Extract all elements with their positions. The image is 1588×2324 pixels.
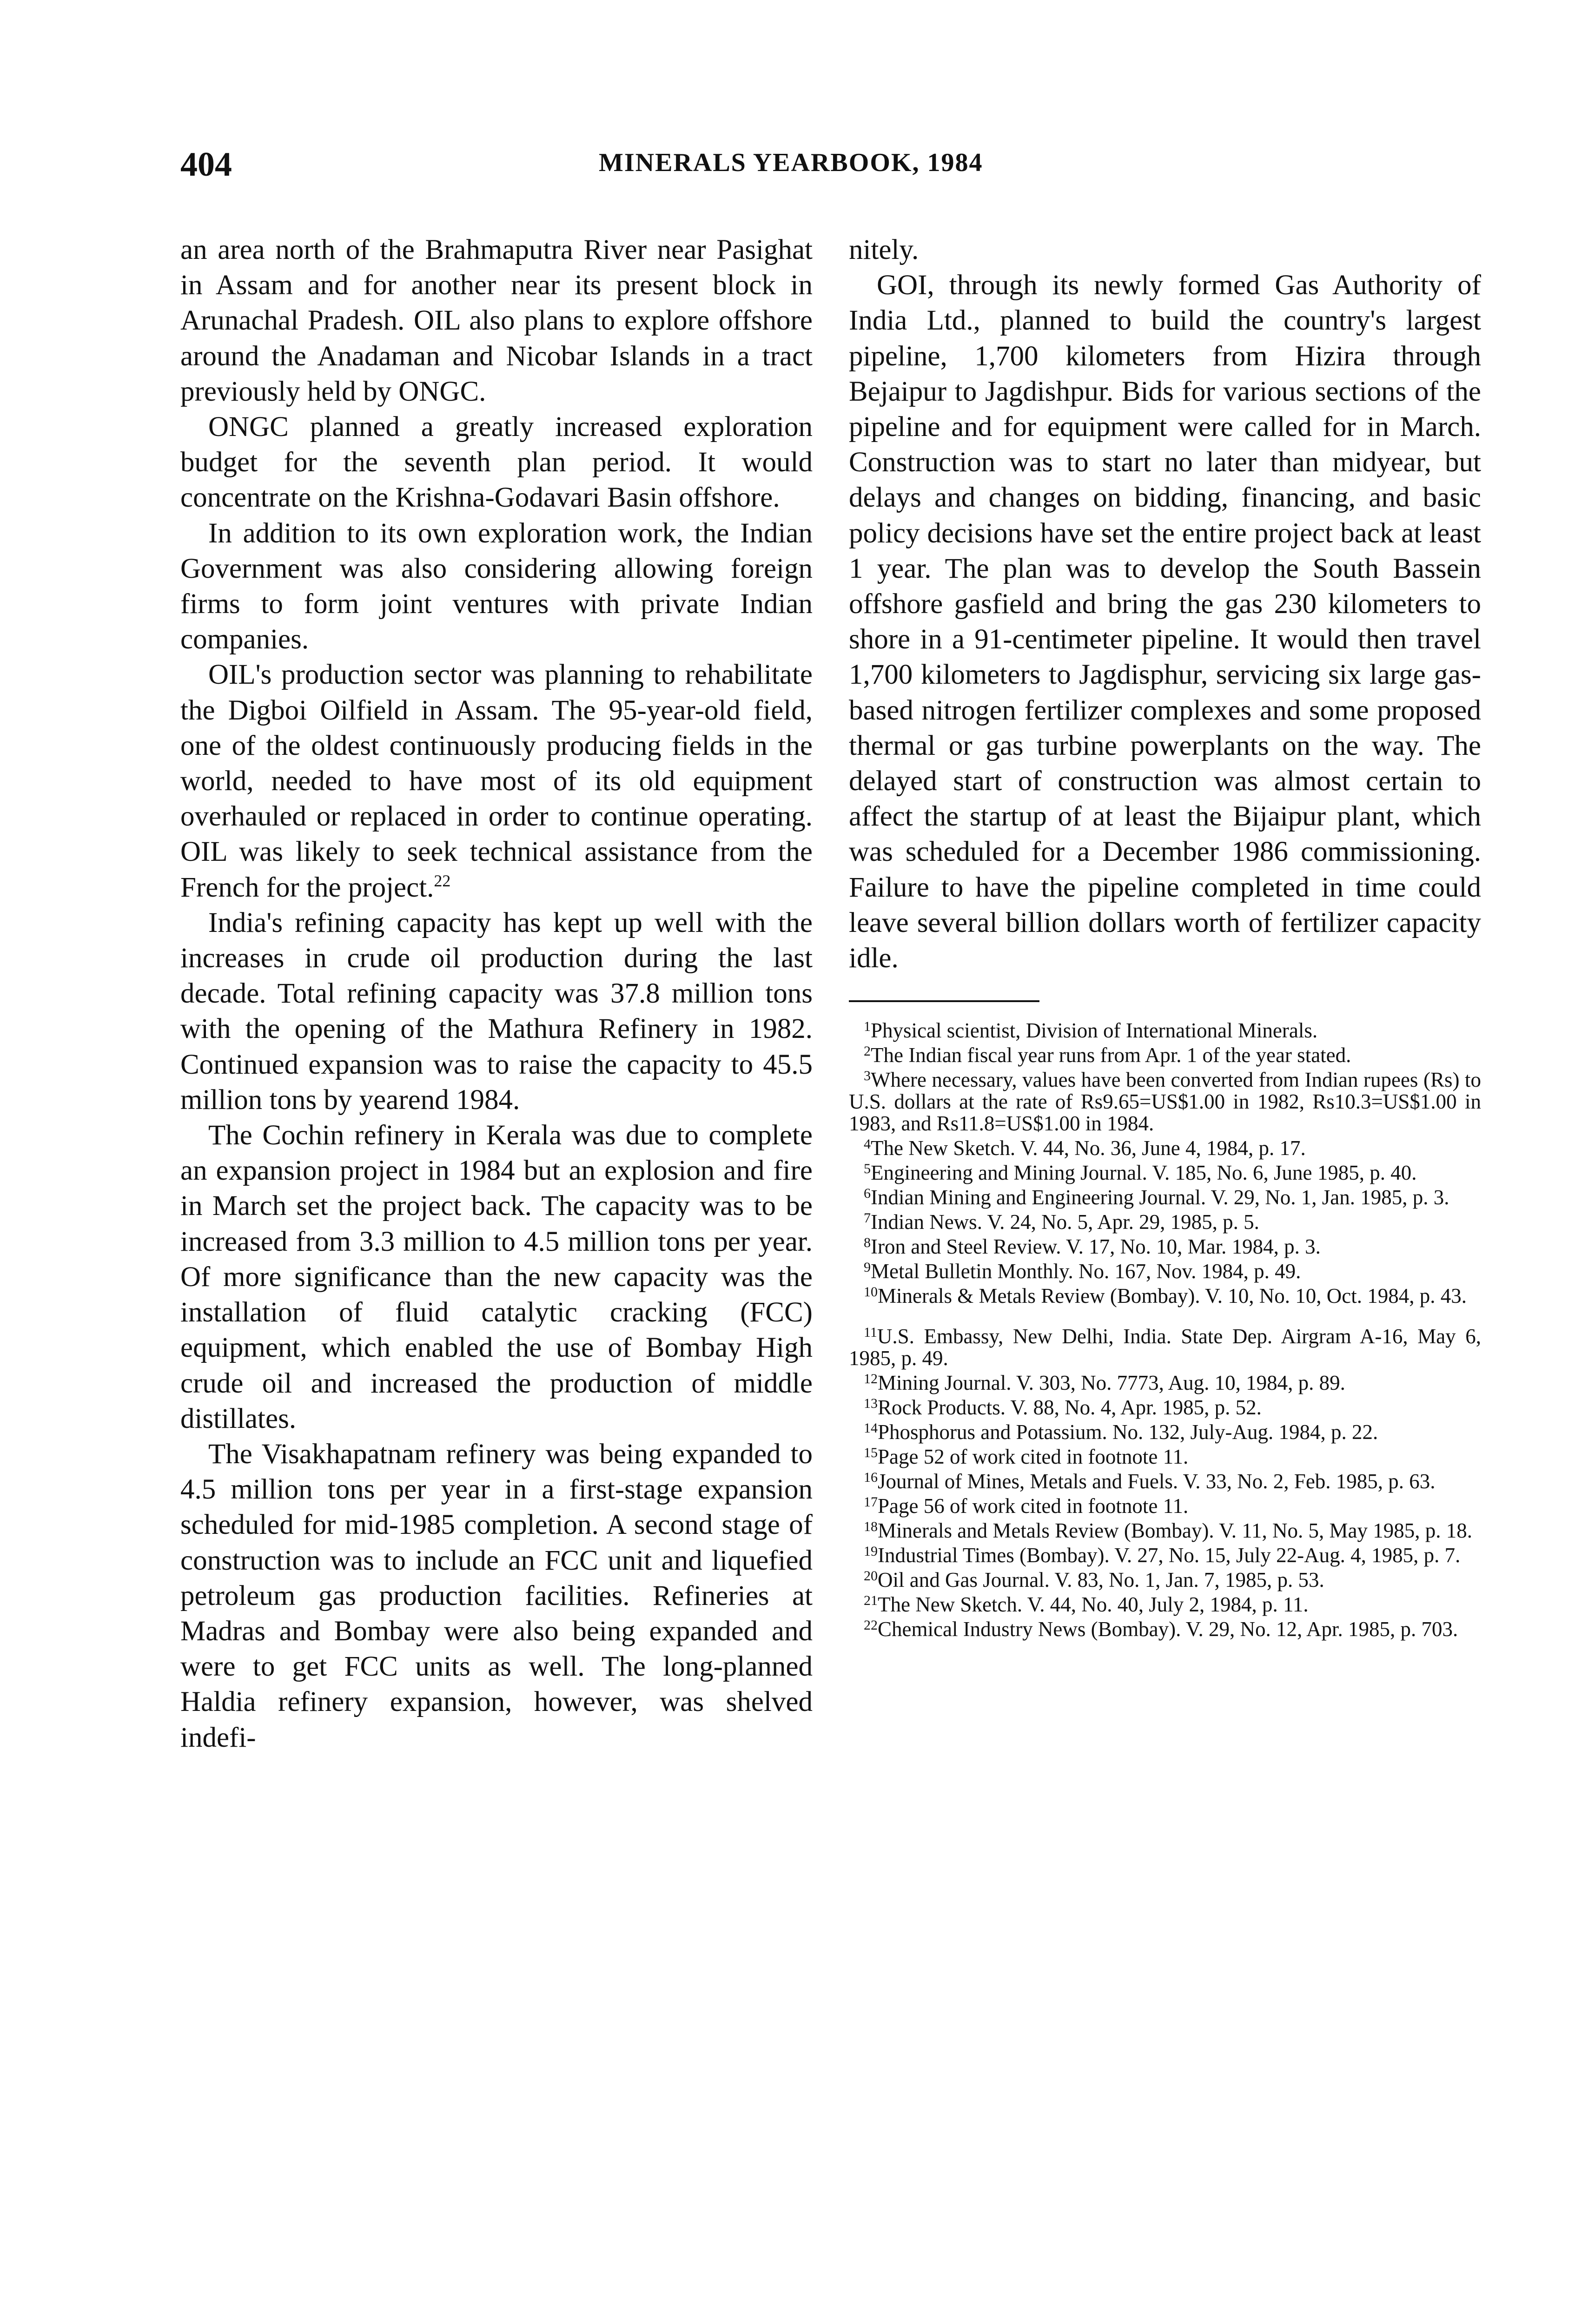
- footnote: [849, 1285, 1481, 1307]
- footnote-reference: 22: [434, 871, 451, 890]
- body-paragraph: an area north of the Brahmaputra River near Pasighat in Assam and for another near its present block in Arunachal Pradesh. OIL also plans to explore offshore around the Anadaman and Nicobar Islands in a tract previously held by ONGC.: [180, 234, 813, 407]
- footnote-number: 8: [864, 1235, 871, 1251]
- footnote-text: Journal of Mines, Metals and Fuels. V. 33, No. 2, Feb. 1985, p. 63.: [878, 1470, 1436, 1493]
- footnote-number: 14: [864, 1420, 878, 1436]
- footnote-number: 18: [864, 1519, 878, 1535]
- footnote-number: 11: [864, 1325, 877, 1340]
- footnote: [849, 1069, 1481, 1135]
- page-header: [180, 145, 1064, 187]
- footnote: [849, 1044, 1481, 1066]
- footnote-number: 10: [864, 1284, 878, 1300]
- body-paragraph: The Cochin refinery in Kerala was due to complete an expansion project in 1984 but an explosion and fire in March set the project back. The capacity was to be increased from 3.3 million to 4.5 million tons per year. Of more significance than the new capacity was the installation of fluid catalytic cracking (FCC) equipment, which enabled the use of Bombay High crude oil and increased the production of middle distillates.: [180, 1120, 813, 1434]
- footnote: [849, 1187, 1481, 1208]
- footnote-text: Mining Journal. V. 303, No. 7773, Aug. 10, 1984, p. 89.: [878, 1371, 1345, 1395]
- footnote: [849, 1162, 1481, 1184]
- body-paragraph-oil-production: [180, 657, 813, 905]
- footnote: [849, 1421, 1481, 1443]
- page-number: 404: [180, 145, 232, 184]
- body-paragraph: ONGC planned a greatly increased exploration budget for the seventh plan period. It would concentrate on the Krishna-Godavari Basin offshore.: [180, 411, 813, 514]
- footnote-text: Oil and Gas Journal. V. 83, No. 1, Jan. 7, 1985, p. 53.: [878, 1568, 1324, 1592]
- footnote-number: 5: [864, 1161, 871, 1177]
- running-title: MINERALS YEARBOOK, 1984: [599, 148, 983, 177]
- footnote-number: 4: [864, 1136, 871, 1152]
- left-column: [180, 232, 813, 1756]
- footnote: [849, 1326, 1481, 1369]
- body-paragraph: In addition to its own exploration work, the Indian Government was also considering allowing foreign firms to form joint ventures with private Indian companies.: [180, 517, 813, 655]
- footnote: [849, 1020, 1481, 1042]
- footnote-text: Indian News. V. 24, No. 5, Apr. 29, 1985, p. 5.: [871, 1210, 1259, 1234]
- footnote: [849, 1569, 1481, 1591]
- footnote-number: 7: [864, 1210, 871, 1226]
- footnote-number: 12: [864, 1371, 878, 1387]
- footnote-number: 19: [864, 1544, 878, 1559]
- footnote-text: Rock Products. V. 88, No. 4, Apr. 1985, p. 52.: [878, 1396, 1262, 1419]
- footnote-number: 13: [864, 1396, 878, 1412]
- footnote: [849, 1261, 1481, 1282]
- body-paragraph: The Visakhapatnam refinery was being expanded to 4.5 million tons per year in a first-stage expansion scheduled for mid-1985 completion. A second stage of construction was to include an FCC unit and liquefied petroleum gas production facilities. Refineries at Madras and Bombay were also being expanded and were to get FCC units as well. The long-planned Haldia refinery expansion, however, was shelved indefi-: [180, 1438, 813, 1753]
- footnote-text: Metal Bulletin Monthly. No. 167, Nov. 1984, p. 49.: [871, 1260, 1301, 1283]
- body-paragraph: GOI, through its newly formed Gas Authority of India Ltd., planned to build the country's largest pipeline, 1,700 kilometers from Hizira through Bejaipur to Jagdishpur. Bids for various sections of the pipeline and for equipment were called for in March. Construction was to start no later than midyear, but delays and changes on bidding, financing, and basic policy decisions have set the entire project back at least 1 year. The plan was to develop the South Bassein offshore gasfield and bring the gas 230 kilometers to shore in a 91-centimeter pipeline. It would then travel 1,700 kilometers to Jagdisphur, servicing six large gas-based nitrogen fertilizer complexes and some proposed thermal or gas turbine powerplants on the way. The delayed start of construction was almost certain to affect the startup of at least the Bijaipur plant, which was scheduled for a December 1986 commissioning. Failure to have the pipeline completed in time could leave several billion dollars worth of fertilizer capacity idle.: [849, 270, 1481, 974]
- footnote-number: 15: [864, 1445, 878, 1461]
- footnote-number: 20: [864, 1568, 878, 1584]
- footnote-text: The New Sketch. V. 44, No. 40, July 2, 1984, p. 11.: [878, 1593, 1309, 1617]
- footnote: [849, 1495, 1481, 1517]
- footnote: [849, 1471, 1481, 1492]
- footnote-number: 22: [864, 1618, 878, 1633]
- footnote-text: Minerals & Metals Review (Bombay). V. 10, No. 10, Oct. 1984, p. 43.: [878, 1284, 1467, 1308]
- footnote-text: Physical scientist, Division of International Minerals.: [871, 1019, 1318, 1043]
- footnote-number: 21: [864, 1593, 878, 1609]
- footnote-text: Minerals and Metals Review (Bombay). V. 11, No. 5, May 1985, p. 18.: [878, 1519, 1473, 1543]
- footnote-text: Page 56 of work cited in footnote 11.: [878, 1494, 1189, 1518]
- footnote: [849, 1137, 1481, 1159]
- body-paragraph: nitely.: [849, 234, 919, 265]
- footnotes-list: [849, 1020, 1481, 1640]
- footnote-text: Page 52 of work cited in footnote 11.: [878, 1445, 1189, 1469]
- footnote-text: The New Sketch. V. 44, No. 36, June 4, 1984, p. 17.: [871, 1136, 1306, 1160]
- footnote: [849, 1520, 1481, 1542]
- footnote-text: Iron and Steel Review. V. 17, No. 10, Mar. 1984, p. 3.: [871, 1235, 1321, 1259]
- footnote-number: 2: [864, 1043, 871, 1059]
- footnote: [849, 1397, 1481, 1419]
- footnote-text: Industrial Times (Bombay). V. 27, No. 15, July 22-Aug. 4, 1985, p. 7.: [878, 1544, 1461, 1567]
- footnote-text: Where necessary, values have been converted from Indian rupees (Rs) to U.S. dollars at the rate of Rs9.65=US$1.00 in 1982, Rs10.3=US$1.00 in 1983, and Rs11.8=US$1.00 in 1984.: [849, 1068, 1481, 1136]
- footnote-text: Chemical Industry News (Bombay). V. 29, No. 12, Apr. 1985, p. 703.: [878, 1618, 1458, 1641]
- footnote: [849, 1211, 1481, 1233]
- footnote-number: 3: [864, 1068, 871, 1084]
- footnote: [849, 1618, 1481, 1640]
- footnote: [849, 1372, 1481, 1394]
- footnote-text: Phosphorus and Potassium. No. 132, July-Aug. 1984, p. 22.: [878, 1420, 1378, 1444]
- footnote: [849, 1446, 1481, 1468]
- footnote-number: 1: [864, 1019, 871, 1035]
- footnote: [849, 1545, 1481, 1566]
- footnote-number: 6: [864, 1186, 871, 1202]
- paragraph-text: OIL's production sector was planning to rehabilitate the Digboi Oilfield in Assam. The 95-year-old field, one of the oldest continuously producing fields in the world, needed to have most of its old equipment overhauled or replaced in order to continue operating. OIL was likely to seek technical assistance from the French for the project.: [180, 659, 813, 903]
- footnote-text: The Indian fiscal year runs from Apr. 1 of the year stated.: [871, 1043, 1351, 1067]
- footnote-text: Indian Mining and Engineering Journal. V. 29, No. 1, Jan. 1985, p. 3.: [871, 1186, 1449, 1209]
- footnote-text: U.S. Embassy, New Delhi, India. State Dep. Airgram A-16, May 6, 1985, p. 49.: [849, 1325, 1481, 1370]
- footnote-number: 16: [864, 1470, 878, 1486]
- footnote-divider: [849, 1000, 1039, 1002]
- footnote-text: Engineering and Mining Journal. V. 185, No. 6, June 1985, p. 40.: [871, 1161, 1417, 1185]
- footnote: [849, 1236, 1481, 1258]
- body-paragraph: India's refining capacity has kept up well with the increases in crude oil production during the last decade. Total refining capacity was 37.8 million tons with the opening of the Mathura Refinery in 1982. Continued expansion was to raise the capacity to 45.5 million tons by yearend 1984.: [180, 907, 813, 1116]
- right-column: [849, 232, 1481, 1643]
- footnote: [849, 1594, 1481, 1616]
- footnote-number: 17: [864, 1494, 878, 1510]
- footnote-number: 9: [864, 1260, 871, 1275]
